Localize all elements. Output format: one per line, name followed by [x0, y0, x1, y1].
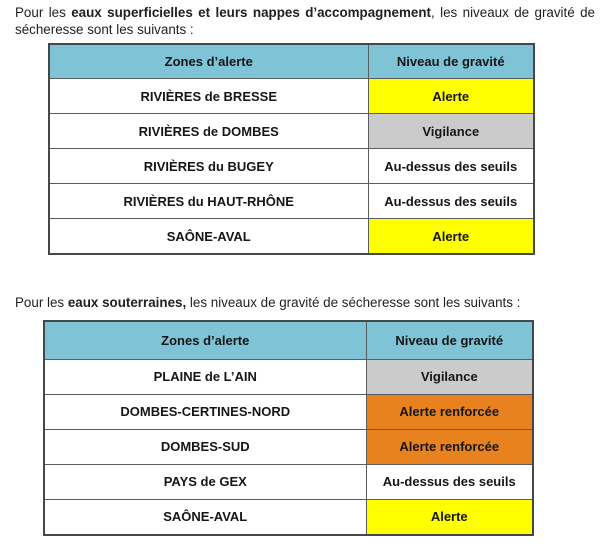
- zone-cell: RIVIÈRES de BRESSE: [49, 79, 368, 114]
- intro-ground-suffix: les niveaux de gravité de sécheresse sont les suivants :: [186, 295, 521, 310]
- zones-alerte-header: Zones d’alerte: [49, 44, 368, 79]
- table-row: [44, 359, 533, 394]
- level-cell: Alerte: [368, 219, 534, 255]
- niveau-gravite-header: Niveau de gravité: [366, 321, 533, 360]
- table-row: [49, 219, 534, 255]
- intro-surface-suffix: , les niveaux de gravité de sécheresse sont les suivants :: [15, 5, 596, 37]
- intro-surface-bold: eaux superficielles et leurs nappes d’accompagnement: [71, 5, 431, 20]
- table-header-row: [44, 321, 533, 360]
- level-cell: Au-dessus des seuils: [368, 149, 534, 184]
- zone-cell: SAÔNE-AVAL: [49, 219, 368, 255]
- level-cell: Vigilance: [366, 359, 533, 394]
- level-cell: Au-dessus des seuils: [366, 464, 533, 499]
- level-cell: Alerte: [366, 499, 533, 535]
- table-row: [49, 114, 534, 149]
- surface-water-table: [48, 43, 535, 255]
- level-cell: Au-dessus des seuils: [368, 184, 534, 219]
- zones-alerte-header: Zones d’alerte: [44, 321, 366, 360]
- intro-surface-paragraph: [0, 0, 605, 38]
- level-cell: Vigilance: [368, 114, 534, 149]
- zone-cell: RIVIÈRES du BUGEY: [49, 149, 368, 184]
- niveau-gravite-header: Niveau de gravité: [368, 44, 534, 79]
- groundwater-table: [43, 320, 534, 536]
- table-row: [49, 149, 534, 184]
- table-row: [49, 79, 534, 114]
- intro-ground-paragraph: [0, 255, 605, 312]
- table-row: [44, 499, 533, 535]
- table-row: [44, 394, 533, 429]
- table-row: [44, 429, 533, 464]
- zone-cell: RIVIÈRES de DOMBES: [49, 114, 368, 149]
- level-cell: Alerte renforcée: [366, 429, 533, 464]
- intro-ground-bold: eaux souterraines,: [67, 295, 187, 310]
- zone-cell: PLAINE de L’AIN: [44, 359, 366, 394]
- zone-cell: PAYS de GEX: [44, 464, 366, 499]
- table-header-row: [49, 44, 534, 79]
- intro-surface-prefix: Pour les: [15, 5, 72, 20]
- zone-cell: RIVIÈRES du HAUT-RHÔNE: [49, 184, 368, 219]
- table-row: [49, 184, 534, 219]
- level-cell: Alerte renforcée: [366, 394, 533, 429]
- zone-cell: DOMBES-SUD: [44, 429, 366, 464]
- zone-cell: DOMBES-CERTINES-NORD: [44, 394, 366, 429]
- intro-ground-prefix: Pour les: [15, 295, 68, 310]
- level-cell: Alerte: [368, 79, 534, 114]
- zone-cell: SAÔNE-AVAL: [44, 499, 366, 535]
- table-row: [44, 464, 533, 499]
